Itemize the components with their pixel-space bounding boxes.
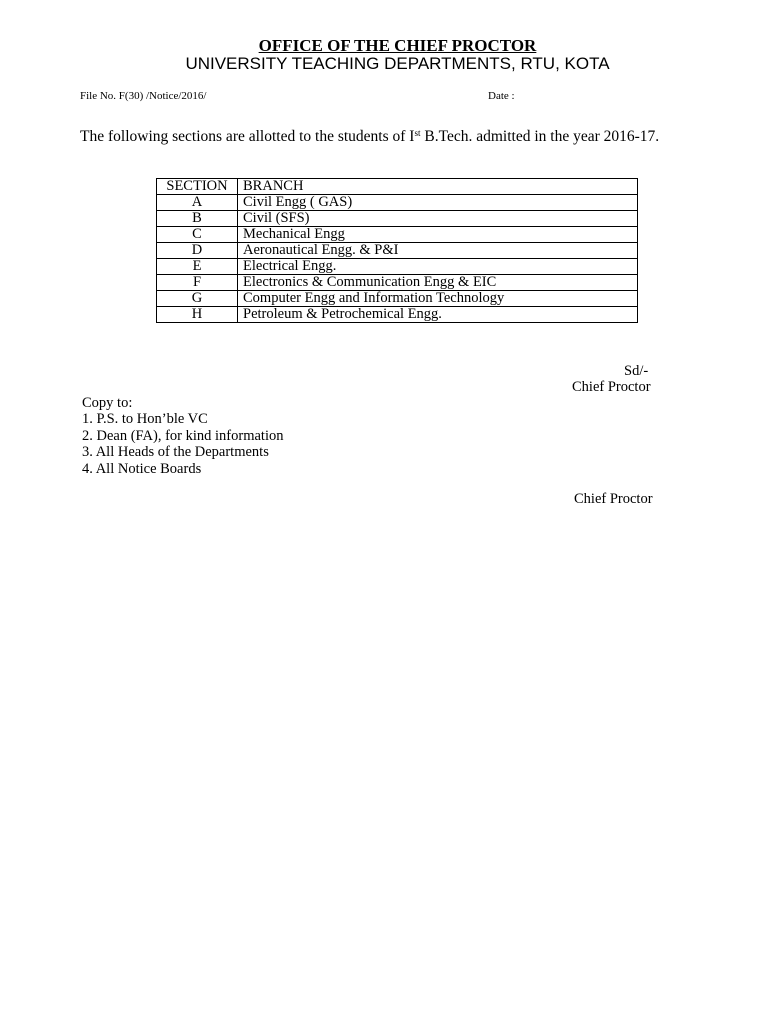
list-item: 4. All Notice Boards (82, 460, 202, 477)
table-row (157, 227, 638, 243)
section-cell: A (157, 195, 238, 211)
branch-cell: Aeronautical Engg. & P&I (238, 243, 638, 259)
office-title: OFFICE OF THE CHIEF PROCTOR (258, 36, 537, 55)
table-row (157, 259, 638, 275)
table-row (157, 307, 638, 323)
table-header-row (157, 179, 638, 195)
signatory-title-final: Chief Proctor (574, 491, 653, 507)
branch-cell: Electronics & Communication Engg & EIC (238, 275, 638, 291)
list-item: 2. Dean (FA), for kind information (82, 427, 284, 444)
copy-to-heading: Copy to: (82, 395, 133, 411)
list-item: 1. P.S. to Hon’ble VC (82, 411, 208, 427)
branch-cell: Electrical Engg. (238, 259, 638, 275)
branch-cell: Computer Engg and Information Technology (238, 291, 638, 307)
section-cell: B (157, 211, 238, 227)
section-cell: E (157, 259, 238, 275)
section-cell: C (157, 227, 238, 243)
table-row (157, 211, 638, 227)
branch-cell: Civil (SFS) (238, 211, 638, 227)
section-cell: F (157, 275, 238, 291)
signature-sd: Sd/- (624, 363, 649, 379)
header-branch: BRANCH (238, 179, 638, 195)
section-allotment-table (156, 178, 638, 323)
branch-cell: Mechanical Engg (238, 227, 638, 243)
table-row (157, 243, 638, 259)
table-body (157, 195, 638, 323)
header-section: SECTION (157, 179, 238, 195)
section-cell: H (157, 307, 238, 323)
intro-text-after: B.Tech. admitted in the year 2016-17. (420, 128, 660, 145)
date-label: Date : (488, 90, 515, 102)
university-title: UNIVERSITY TEACHING DEPARTMENTS, RTU, KOTA (185, 54, 610, 73)
table-row (157, 291, 638, 307)
file-number: File No. F(30) /Notice/2016/ (80, 90, 207, 102)
branch-cell: Petroleum & Petrochemical Engg. (238, 307, 638, 323)
intro-paragraph (80, 128, 680, 146)
list-item: 3. All Heads of the Departments (82, 444, 269, 460)
table-row (157, 195, 638, 211)
section-cell: D (157, 243, 238, 259)
table-row (157, 275, 638, 291)
copy-to-list (82, 411, 283, 477)
intro-superscript: st (414, 128, 421, 138)
branch-cell: Civil Engg ( GAS) (238, 195, 638, 211)
section-cell: G (157, 291, 238, 307)
signatory-title: Chief Proctor (572, 379, 651, 395)
intro-text-before: The following sections are allotted to the students of I (80, 128, 415, 145)
